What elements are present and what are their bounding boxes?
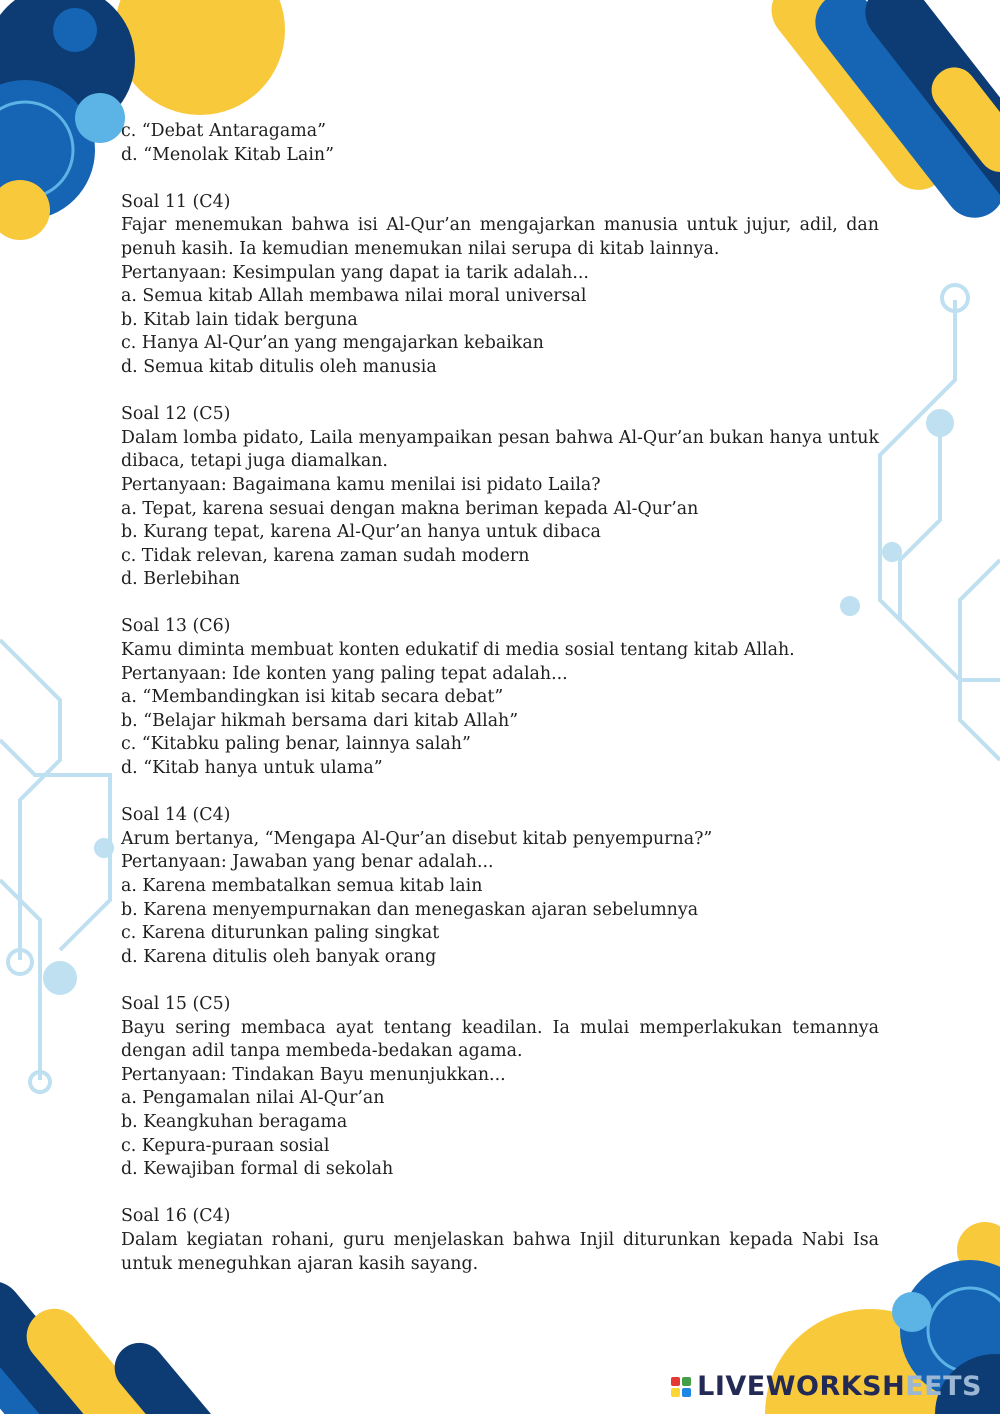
question-title: Soal 14 (C4) [121,805,231,826]
question-stem: Arum bertanya, “Mengapa Al-Qur’an disebut kitab penyempurna?” [121,828,713,849]
question-prompt: Pertanyaan: Ide konten yang paling tepat adalah... [121,663,568,684]
question-title: Soal 16 (C4) [121,1206,231,1227]
question-15 [121,993,879,1182]
continued-options [121,120,879,167]
question-stem: Kamu diminta membuat konten edukatif di media sosial tentang kitab Allah. [121,640,795,661]
option-c: c. Kepura-puraan sosial [121,1135,330,1156]
question-stem: Dalam lomba pidato, Laila menyampaikan pesan bahwa Al-Qur’an bukan hanya untuk dibaca, tetapi juga diamalkan. [121,427,879,472]
option-a: a. Karena membatalkan semua kitab lain [121,876,483,896]
option-d: d. “Kitab hanya untuk ulama” [121,758,383,779]
option-c: c. Hanya Al-Qur’an yang mengajarkan kebaikan [121,333,544,354]
option-d: d. “Menolak Kitab Lain” [121,144,334,165]
question-16 [121,1205,879,1276]
option-c: c. Tidak relevan, karena zaman sudah modern [121,545,530,566]
worksheet-body [121,120,879,1276]
question-prompt: Pertanyaan: Bagaimana kamu menilai isi pidato Laila? [121,474,601,495]
question-14 [121,804,879,969]
question-11 [121,191,879,380]
liveworksheets-logo [671,1371,982,1402]
option-b: b. Kitab lain tidak berguna [121,309,358,330]
question-prompt: Pertanyaan: Jawaban yang benar adalah... [121,852,494,873]
question-title: Soal 11 (C4) [121,191,231,212]
option-b: b. Karena menyempurnakan dan menegaskan ajaran sebelumnya [121,899,699,920]
question-stem: Fajar menemukan bahwa isi Al-Qur’an mengajarkan manusia untuk jujur, adil, dan penuh kasih. Ia kemudian menemukan nilai serupa di kitab lainnya. [121,215,879,259]
option-c: c. “Kitabku paling benar, lainnya salah” [121,734,471,755]
question-title: Soal 12 (C5) [121,404,231,425]
option-d: d. Karena ditulis oleh banyak orang [121,946,437,967]
option-a: a. Semua kitab Allah membawa nilai moral universal [121,286,587,307]
circuit-left [0,640,112,1092]
option-b: b. Kurang tepat, karena Al-Qur’an hanya untuk dibaca [121,522,601,543]
question-prompt: Pertanyaan: Kesimpulan yang dapat ia tarik adalah... [121,262,589,283]
option-b: b. “Belajar hikmah bersama dari kitab Allah” [121,710,519,731]
question-title: Soal 13 (C6) [121,616,231,637]
option-d: d. Kewajiban formal di sekolah [121,1159,394,1180]
liveworksheets-logo-icon [671,1377,691,1397]
option-c: c. Karena diturunkan paling singkat [121,923,440,944]
option-d: d. Semua kitab ditulis oleh manusia [121,356,437,377]
question-stem: Bayu sering membaca ayat tentang keadilan. Ia mulai memperlakukan temannya dengan adil tanpa membeda-bedakan agama. [121,1017,879,1062]
logo-text-faded: EETS [905,1371,982,1402]
logo-text: LIVEWORKSH [697,1371,906,1402]
option-b: b. Keangkuhan beragama [121,1111,348,1132]
option-a: a. Pengamalan nilai Al-Qur’an [121,1088,385,1109]
option-c: c. “Debat Antaragama” [121,121,326,141]
option-d: d. Berlebihan [121,569,240,590]
option-a: a. Tepat, karena sesuai dengan makna beriman kepada Al-Qur’an [121,498,699,519]
option-a: a. “Membandingkan isi kitab secara debat” [121,687,504,708]
question-prompt: Pertanyaan: Tindakan Bayu menunjukkan... [121,1064,506,1085]
question-13 [121,615,879,780]
question-title: Soal 15 (C5) [121,993,231,1014]
question-12 [121,403,879,592]
question-stem: Dalam kegiatan rohani, guru menjelaskan bahwa Injil diturunkan kepada Nabi Isa untuk meneguhkan ajaran kasih sayang. [121,1229,879,1274]
